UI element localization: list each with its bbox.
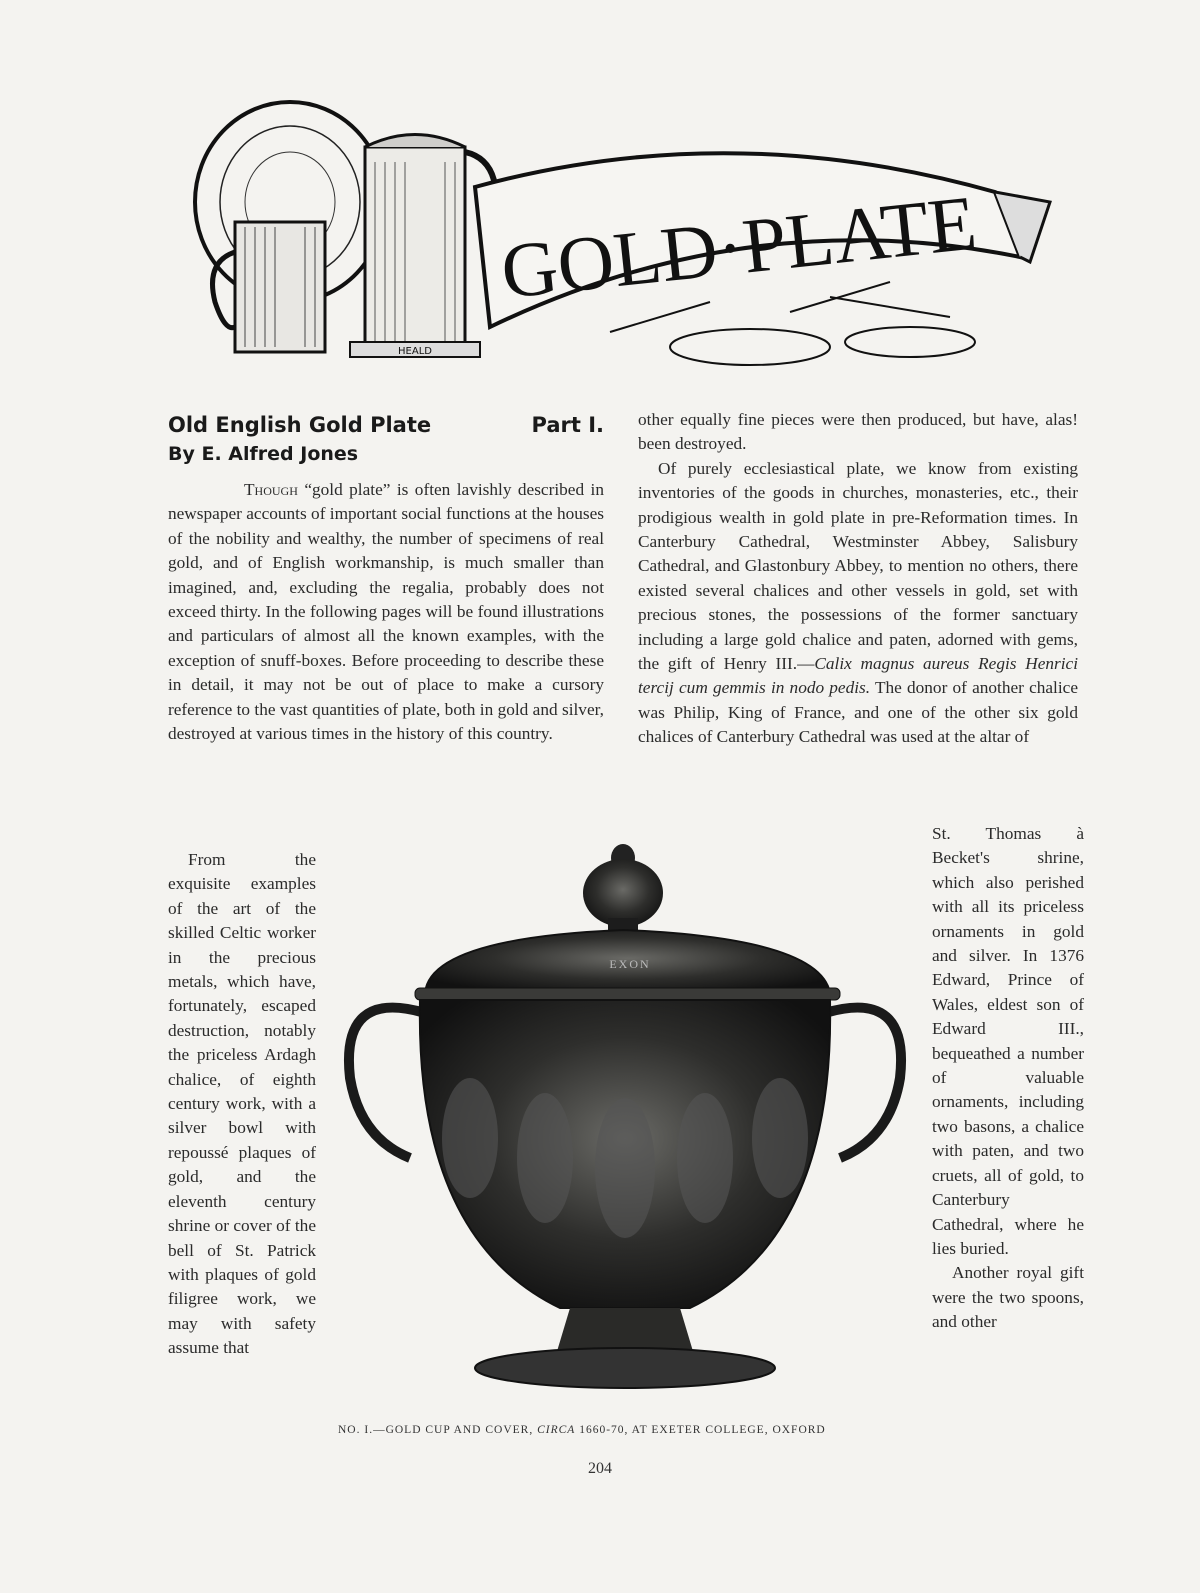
banner-title: GOLD·PLATE [497, 178, 981, 315]
right-col-continuation: other equally fine pieces were then produced, but have, alas! been destroyed. [638, 410, 1078, 454]
article-byline: By E. Alfred Jones [168, 443, 359, 465]
caption-circa: CIRCA [537, 1424, 576, 1436]
left-column [168, 410, 604, 746]
intro-dropword: Though [244, 480, 298, 499]
caption-text-b: 1660-70, AT EXETER COLLEGE, OXFORD [579, 1424, 826, 1436]
flagon-drawing [350, 135, 496, 358]
narrow-right-text-a: St. Thomas à Becket's shrine, which also perished with all its priceless ornaments in gold and silver. In 1376 Edward, Prince of Wales, eldest son of Edward III., bequeathed a number of valuable ornaments, including two basons, a chalice with paten, and two cruets, all of gold, to Canterbury Cathedral, where he lies buried. [932, 824, 1084, 1258]
gold-cup-photograph [330, 838, 920, 1418]
figure-caption [338, 1424, 928, 1436]
latin-inscription: Calix magnus aureus Regis Henrici tercij cum gemmis in nodo pedis. [638, 654, 1079, 698]
caption-text-a: NO. I.—GOLD CUP AND COVER, [338, 1424, 534, 1436]
artist-signature: HEALD [398, 346, 432, 357]
narrow-right-column [932, 822, 1084, 1335]
narrow-right-text-b: Another royal gift were the two spoons, and other [932, 1263, 1084, 1332]
intro-text: “gold plate” is often lavishly described in newspaper accounts of important social functions at the houses of the nobility and wealthy, the number of specimens of real gold, and of English workmanship, is much smaller than imagined, and, excluding the regalia, probably does not exceed thirty. In the following pages will be found illustrations and particulars of almost all the known examples, with the exception of snuff-boxes. Before proceeding to describe these in detail, it may not be out of place to make a cursory reference to the vast quantities of plate, both in gold and silver, destroyed at various times in the history of this country. [168, 480, 604, 744]
gold-plate-header-illustration [190, 92, 1060, 377]
ecclesiastical-paragraph [638, 457, 1078, 750]
ecclesiastical-text-a: Of purely ecclesiastical plate, we know from existing inventories of the goods in churches, monasteries, etc., their prodigious wealth in gold plate in pre-Reformation times. In Canterbury Cathedral, Westminster Abbey, Salisbury Cathedral, and Glastonbury Abbey, to mention no others, there existed several chalices and other vessels in gold, set with precious stones, the possessions of the former sanctuary including a large gold chalice and paten, adorned with gems, the gift of Henry III.— [638, 458, 1078, 674]
lid-inscription: EXON [609, 957, 651, 971]
article-part: Part I. [531, 413, 604, 437]
article-title-row [168, 410, 604, 440]
page-number: 204 [588, 1460, 612, 1477]
narrow-left-text: From the exquisite examples of the art of the skilled Celtic worker in the precious metals, which have, fortunately, escaped destruction, notably the priceless Ardagh chalice, of eighth century work, with a silver bowl with repoussé plaques of gold, and the eleventh century shrine or cover of the bell of St. Patrick with plaques of gold filigree work, we may with safety assume that [168, 850, 316, 1358]
intro-paragraph [168, 478, 604, 746]
right-column [638, 408, 1078, 750]
ecclesiastical-text-b: The donor of another chalice was Philip, King of France, and one of the other six gold chalices of Canterbury Cathedral was used at the altar of [638, 678, 1078, 747]
article-title: Old English Gold Plate [168, 413, 432, 437]
narrow-left-column [168, 848, 316, 1361]
